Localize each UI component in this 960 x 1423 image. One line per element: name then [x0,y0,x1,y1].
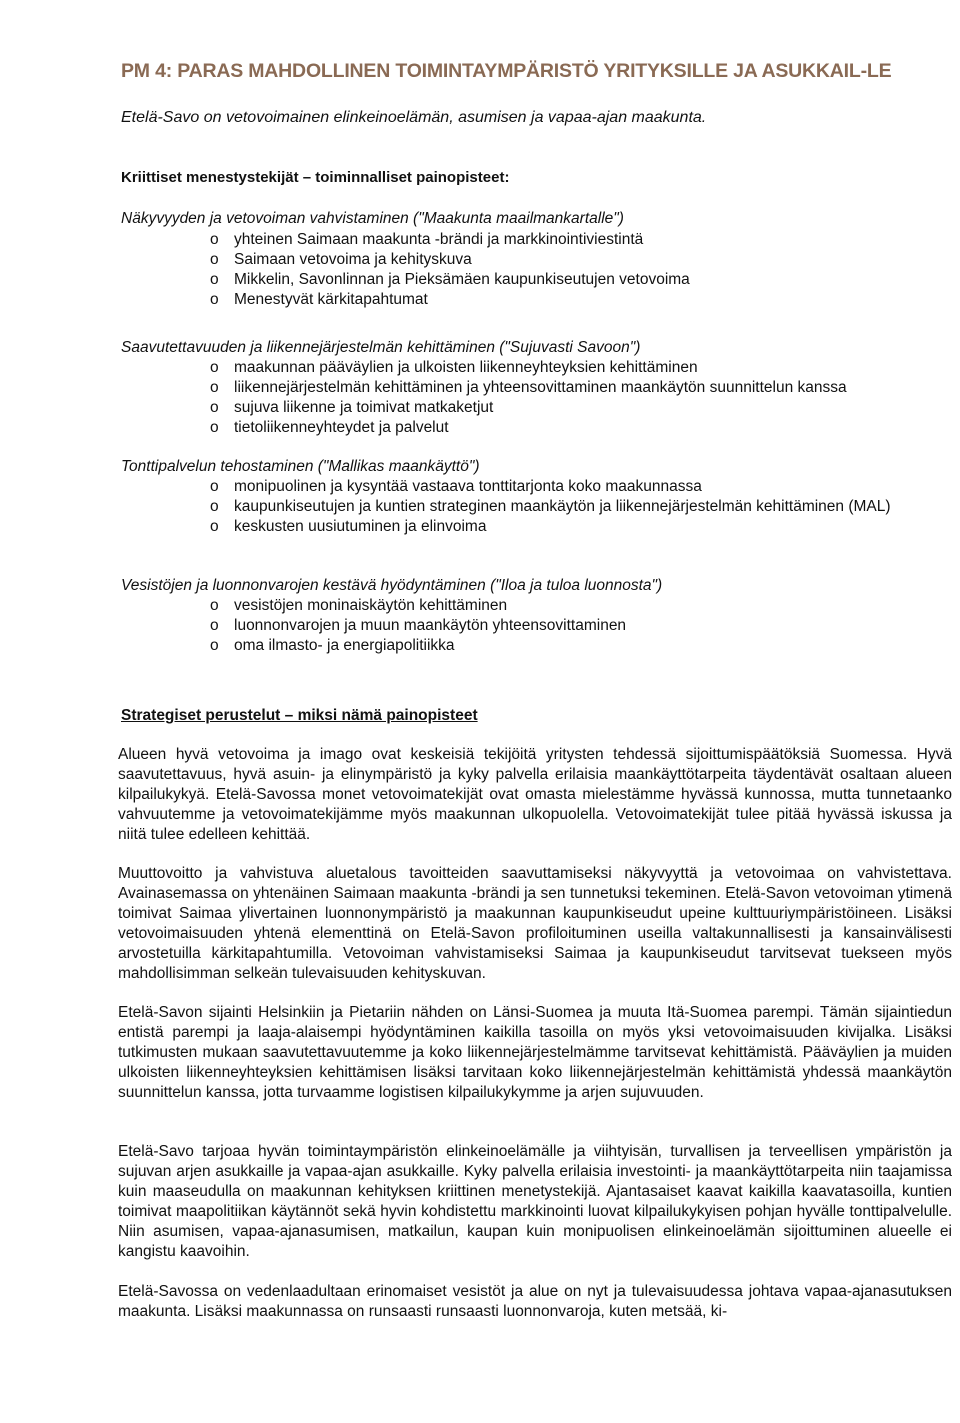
list-item: o luonnonvarojen ja muun maankäytön yhteensovittaminen [210,617,627,634]
bullet-mark: o [210,419,219,436]
bullet-mark: o [210,637,219,654]
bullet-list [210,596,950,656]
bullet-list [210,358,950,438]
list-item: o Mikkelin, Savonlinnan ja Pieksämäen kaupunkiseutujen vetovoima [210,271,690,288]
list-item: o monipuolinen ja kysyntää vastaava tonttitarjonta koko maakunnassa [210,478,702,495]
list-item: o Saimaan vetovoima ja kehityskuva [210,251,472,268]
list-item: o Menestyvät kärkitapahtumat [210,291,428,308]
bullet-mark: o [210,399,219,416]
bullet-mark: o [210,231,219,248]
list-item: o maakunnan pääväylien ja ulkoisten liikenneyhteyksien kehittäminen [210,359,698,376]
bullet-mark: o [210,498,219,515]
bullet-mark: o [210,617,219,634]
list-item: o yhteinen Saimaan maakunta -brändi ja markkinointiviestintä [210,231,644,248]
paragraph: Etelä-Savossa on vedenlaadultaan erinomaiset vesistöt ja alue on nyt ja tulevaisuudessa johtava vapaa-ajanasutuksen maakunta. Lisäksi maakunnassa on runsaasti runsaasti luonnonvaroja, kuten metsää, ki- [118,1283,952,1321]
bullet-mark: o [210,359,219,376]
paragraph: Etelä-Savo tarjoaa hyvän toimintaympäristön elinkeinoelämälle ja viihtyisän, turvallisen ja terveellisen ympäristön ja sujuvan arjen asukkaille ja vapaa-ajan asukkaille. Kyky palvella erilaisia investointi- ja maankäyttötarpeita niin taajamissa kuin maaseudulla on maakunnan kehityksen kriittinen menetystekijä. Ajantasaiset kaavat kaikilla kaavatasoilla, kuntien toimivat maapolitiikan käytännöt sekä hyvin kohdistettu markkinointi luovat kilpailukykyisen pohjan hyvälle tonttipalvelulle. Niin asumisen, vapaa-ajanasumisen, matkailun, kaupan kuin monipuolisen elinkeinoelämän sijoittuminen alueelle ei kangistu kaavoihin. [118,1143,952,1261]
section-heading: Vesistöjen ja luonnonvarojen kestävä hyödyntäminen ("Iloa ja tuloa luonnosta") [121,577,663,594]
bullet-mark: o [210,518,219,535]
section-heading: Näkyvyyden ja vetovoiman vahvistaminen ("Maakunta maailmankartalle") [121,210,624,227]
critical-factors-heading: Kriittiset menestystekijät – toiminnalliset painopisteet: [121,169,510,186]
page-title: PM 4: PARAS MAHDOLLINEN TOIMINTAYMPÄRISTÖ YRITYKSILLE JA ASUKKAIL-LE [121,60,892,82]
strategic-rationale-heading: Strategiset perustelut – miksi nämä painopisteet [121,707,478,724]
list-item: o kaupunkiseutujen ja kuntien strateginen maankäytön ja liikennejärjestelmän kehittäminen (MAL) [210,498,891,515]
bullet-mark: o [210,271,219,288]
list-item: o vesistöjen moninaiskäytön kehittäminen [210,597,508,614]
section-heading: Saavutettavuuden ja liikennejärjestelmän kehittäminen ("Sujuvasti Savoon") [121,339,641,356]
list-item: o keskusten uusiutuminen ja elinvoima [210,518,487,535]
bullet-mark: o [210,251,219,268]
page-subtitle: Etelä-Savo on vetovoimainen elinkeinoelämän, asumisen ja vapaa-ajan maakunta. [121,109,707,126]
list-item: o tietoliikenneyhteydet ja palvelut [210,419,449,436]
bullet-mark: o [210,597,219,614]
bullet-list [210,230,950,310]
list-item: o sujuva liikenne ja toimivat matkaketjut [210,399,494,416]
paragraph: Muuttovoitto ja vahvistuva aluetalous tavoitteiden saavuttamiseksi näkyvyyttä ja vetovoimaa on vahvistettava. Avainasemassa on yhtenäinen Saimaan maakunta -brändi ja sen tunnetuksi tekeminen. Etelä-Savon vetovoiman ytimenä toimivat Saimaa ylivertainen luonnonympäristö ja maakunnan kaupunkiseudut upeine kulttuuriympäristöineen. Lisäksi vetovoimaisuuden yhtenä elementtinä on Etelä-Savon profiloituminen useilla valtakunnallisesti ja kansainvälisesti arvostetuilla kärkitapahtumilla. Vetovoiman vahvistamiseksi Saimaa ja kaupunkiseudut tarvitsevat tuekseen myös mahdollisimman selkeän tulevaisuuden kehityskuvan. [118,865,952,983]
bullet-list [210,477,910,537]
paragraph: Alueen hyvä vetovoima ja imago ovat keskeisiä tekijöitä yritysten tehdessä sijoittumispäätöksiä Suomessa. Hyvä saavutettavuus, hyvä asuin- ja elinympäristö ja kyky palvella erilaisia maankäyttötarpeita täydentävät osaltaan alueen kilpailukykyä. Etelä-Savossa monet vetovoimatekijät ovat omasta mielestämme hyvässä kunnossa, mutta tunnetaanko vahvuutemme ja vetovoimatekijämme myös maakunnan ulkopuolella. Vetovoimatekijät tulee pitää hyvässä iskussa ja niitä tulee edelleen kehittää. [118,746,952,844]
paragraph: Etelä-Savon sijainti Helsinkiin ja Pietariin nähden on Länsi-Suomea ja muuta Itä-Suomea parempi. Tämän sijaintiedun entistä parempi ja laaja-alaisempi hyödyntäminen kaikilla tasoilla on myös yksi vetovoimaisuuden kivijalka. Lisäksi tutkimusten mukaan saavutettavuutemme ja koko liikennejärjestelmämme tarvitsevat kehittämistä. Pääväylien ja muiden ulkoisten liikenneyhteyksien kehittämisen lisäksi tarvitaan koko liikennejärjestelmän kehittämistä yhdessä maankäytön suunnittelun kanssa, jotta turvaamme logistisen kilpailukykymme ja arjen sujuvuuden. [118,1004,952,1102]
section-heading: Tonttipalvelun tehostaminen ("Mallikas maankäyttö") [121,458,480,475]
bullet-mark: o [210,379,219,396]
list-item: o oma ilmasto- ja energiapolitiikka [210,637,455,654]
bullet-mark: o [210,291,219,308]
list-item: o liikennejärjestelmän kehittäminen ja yhteensovittaminen maankäytön suunnittelun kanssa [210,379,847,396]
bullet-mark: o [210,478,219,495]
